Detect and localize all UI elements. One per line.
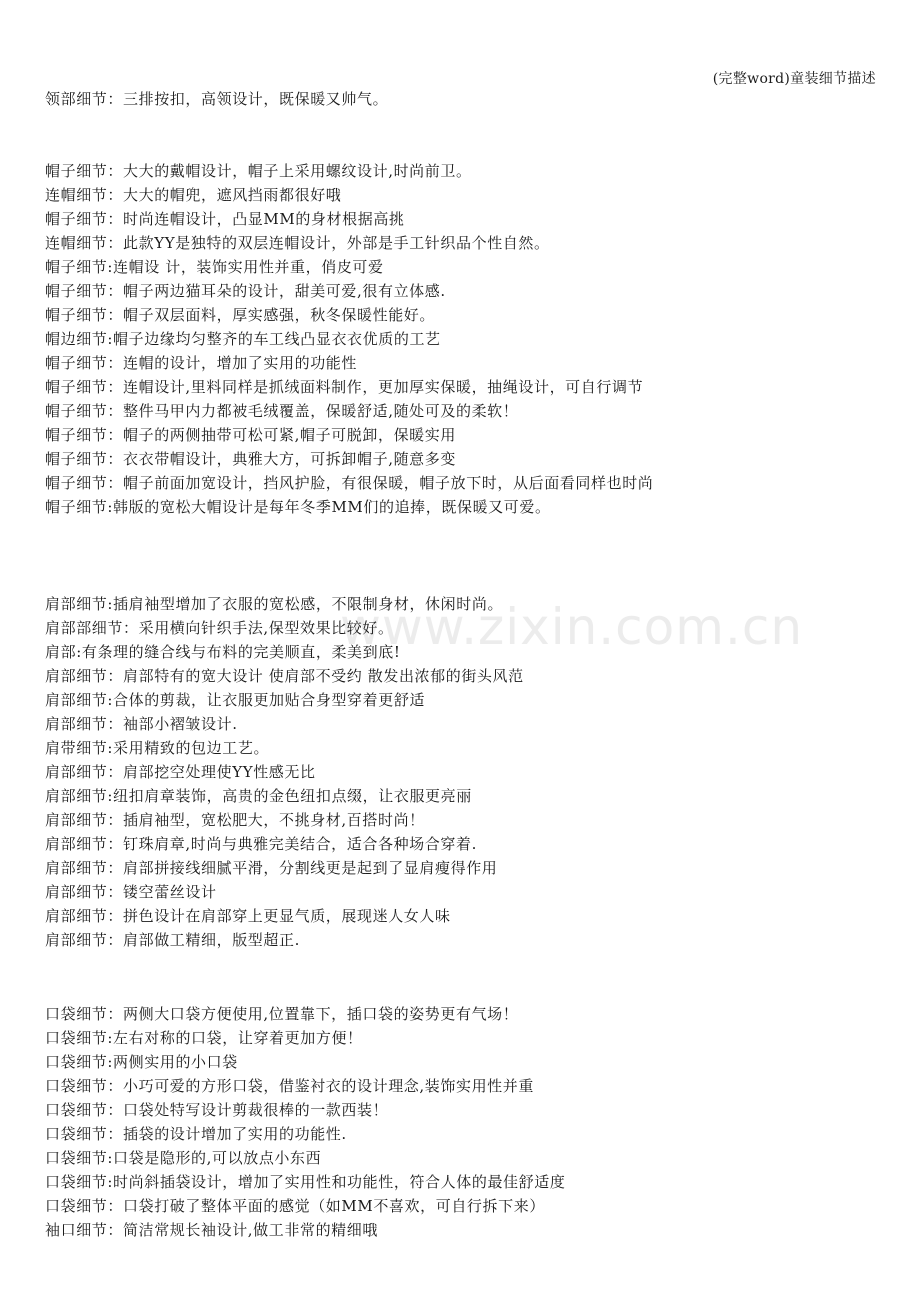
shoulder-line: 肩部细节：肩部特有的宽大设计 使肩部不受约 散发出浓郁的街头风范 — [45, 667, 524, 685]
document-header-title: (完整word)童装细节描述 — [712, 71, 876, 87]
shoulder-line: 肩部:有条理的缝合线与布料的完美顺直，柔美到底! — [45, 643, 401, 661]
hood-line: 帽子细节：衣衣带帽设计，典雅大方，可拆卸帽子,随意多变 — [45, 450, 456, 468]
hood-line: 帽子细节：帽子前面加宽设计，挡风护脸，有很保暖，帽子放下时，从后面看同样也时尚 — [45, 474, 654, 492]
hood-line: 帽边细节:帽子边缘均匀整齐的车工线凸显衣衣优质的工艺 — [45, 330, 441, 348]
hood-line: 连帽细节：此款YY是独特的双层连帽设计，外部是手工针织品个性自然。 — [45, 234, 550, 252]
shoulder-line: 肩部细节：插肩袖型，宽松肥大，不挑身材,百搭时尚！ — [45, 811, 425, 829]
pocket-line: 口袋细节:口袋是隐形的,可以放点小东西 — [45, 1149, 322, 1167]
hood-line: 帽子细节：帽子双层面料，厚实感强，秋冬保暖性能好。 — [45, 306, 436, 324]
shoulder-line: 肩部细节：肩部挖空处理使YY性感无比 — [45, 763, 316, 781]
shoulder-line: 肩部细节：镂空蕾丝设计 — [45, 883, 217, 901]
pocket-line: 口袋细节：口袋打破了整体平面的感觉（如MM不喜欢，可自行拆下来） — [45, 1197, 545, 1215]
hood-line: 帽子细节：帽子两边猫耳朵的设计，甜美可爱,很有立体感. — [45, 282, 446, 300]
hood-line: 帽子细节：整件马甲内力都被毛绒覆盖，保暖舒适,随处可及的柔软！ — [45, 402, 519, 420]
hood-line: 帽子细节:韩版的宽松大帽设计是每年冬季MM们的追捧，既保暖又可爱。 — [45, 498, 551, 516]
hood-line: 帽子细节：时尚连帽设计，凸显MM的身材根据高挑 — [45, 210, 405, 228]
hood-line: 帽子细节：大大的戴帽设计，帽子上采用螺纹设计,时尚前卫。 — [45, 162, 472, 180]
hood-line: 帽子细节：连帽的设计，增加了实用的功能性 — [45, 354, 358, 372]
hood-line: 帽子细节：帽子的两侧抽带可松可紧,帽子可脱卸，保暖实用 — [45, 426, 456, 444]
shoulder-line: 肩部细节：袖部小褶皱设计. — [45, 715, 238, 733]
pocket-line: 口袋细节：口袋处特写设计剪裁很棒的一款西装！ — [45, 1101, 389, 1119]
shoulder-line: 肩部细节：肩部做工精细，版型超正. — [45, 931, 300, 949]
shoulder-line: 肩带细节:采用精致的包边工艺。 — [45, 739, 270, 757]
watermark: www.zixin.com.cn — [340, 598, 804, 656]
hood-line: 帽子细节:连帽设 计，装饰实用性并重，俏皮可爱 — [45, 258, 384, 276]
pocket-line: 口袋细节:时尚斜插袋设计，增加了实用性和功能性，符合人体的最佳舒适度 — [45, 1173, 566, 1191]
pocket-line: 口袋细节：两侧大口袋方便使用,位置靠下，插口袋的姿势更有气场！ — [45, 1005, 519, 1023]
cuff-line: 袖口细节：简洁常规长袖设计,做工非常的精细哦 — [45, 1221, 378, 1239]
hood-line: 帽子细节：连帽设计,里料同样是抓绒面料制作，更加厚实保暖，抽绳设计，可自行调节 — [45, 378, 644, 396]
shoulder-line: 肩部细节:插肩袖型增加了衣服的宽松感，不限制身材，休闲时尚。 — [45, 595, 504, 613]
pocket-line: 口袋细节：插袋的设计增加了实用的功能性. — [45, 1125, 347, 1143]
shoulder-line: 肩部细节：肩部拼接线细腻平滑，分割线更是起到了显肩瘦得作用 — [45, 859, 498, 877]
pocket-line: 口袋细节:两侧实用的小口袋 — [45, 1053, 238, 1071]
shoulder-line: 肩部细节:合体的剪裁，让衣服更加贴合身型穿着更舒适 — [45, 691, 426, 709]
shoulder-line: 肩部部细节：采用横向针织手法,保型效果比较好。 — [45, 619, 394, 637]
pocket-line: 口袋细节：小巧可爱的方形口袋，借鉴衬衣的设计理念,装饰实用性并重 — [45, 1077, 534, 1095]
hood-line: 连帽细节：大大的帽兜，遮风挡雨都很好哦 — [45, 186, 342, 204]
shoulder-line: 肩部细节：钉珠肩章,时尚与典雅完美结合，适合各种场合穿着. — [45, 835, 477, 853]
collar-line: 领部细节：三排按扣，高领设计，既保暖又帅气。 — [45, 90, 389, 108]
shoulder-line: 肩部细节：拼色设计在肩部穿上更显气质，展现迷人女人味 — [45, 907, 451, 925]
shoulder-line: 肩部细节:纽扣肩章装饰，高贵的金色纽扣点缀，让衣服更亮丽 — [45, 787, 472, 805]
pocket-line: 口袋细节:左右对称的口袋，让穿着更加方便！ — [45, 1029, 363, 1047]
